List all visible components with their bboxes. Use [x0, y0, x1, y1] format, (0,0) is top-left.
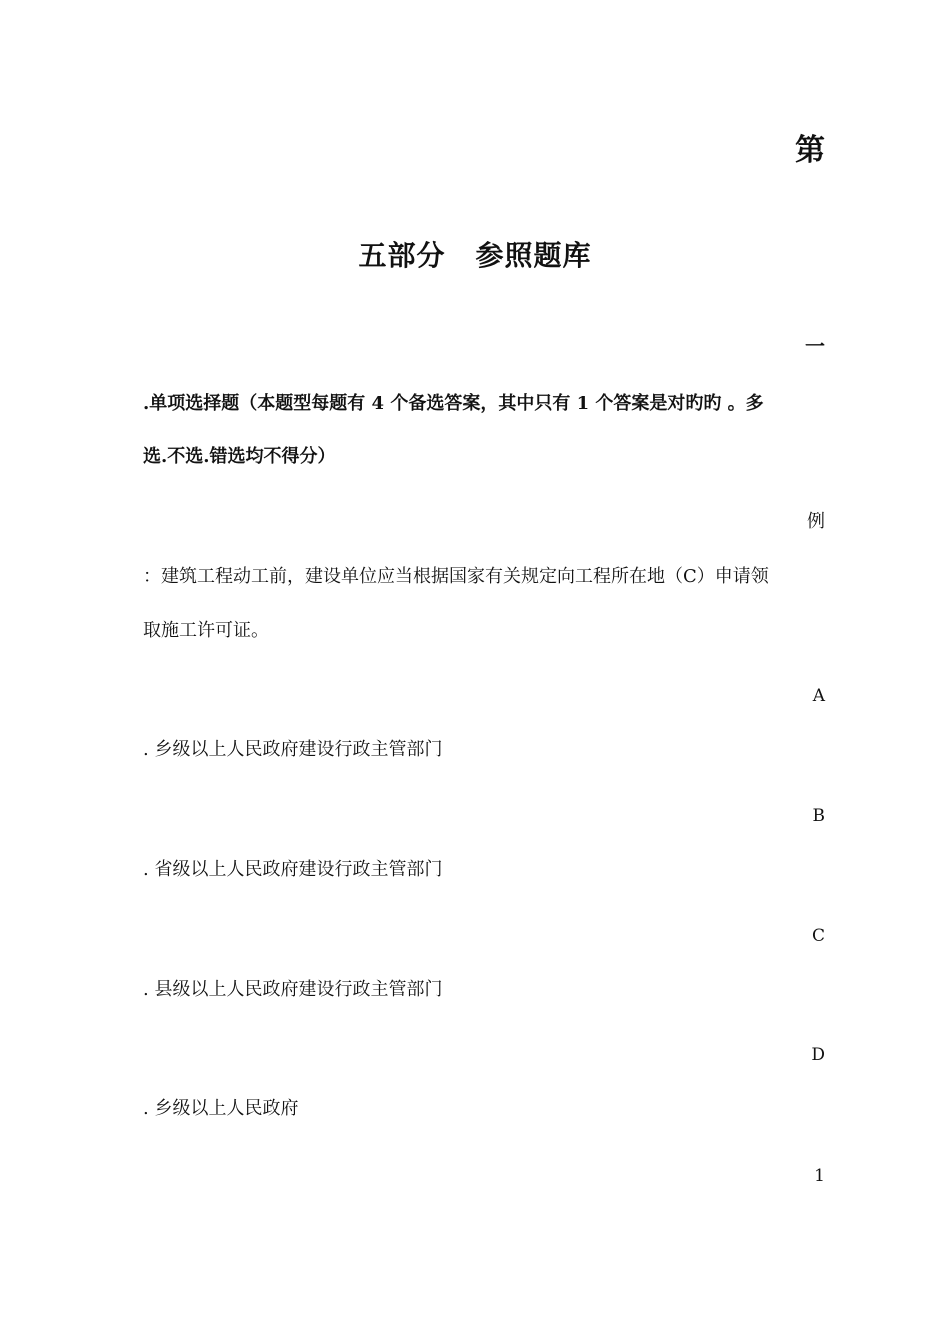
next-item-number: 1 [814, 1166, 825, 1186]
option-text-c: . 县级以上人民政府建设行政主管部门 [143, 979, 443, 1000]
option-letter-b: B [812, 806, 825, 826]
option-letter-c: C [811, 926, 825, 946]
title-first-char: 第 [795, 133, 825, 168]
example-label: 例 [807, 511, 825, 532]
page-title [0, 239, 950, 272]
option-letter-a: A [812, 686, 825, 706]
example-question-line-2: 取施工许可证。 [143, 620, 269, 641]
title-part-2: 参照题库 [475, 239, 592, 272]
title-part-1: 五部分 [358, 239, 446, 272]
section-number: 一 [805, 334, 825, 358]
option-text-d: . 乡级以上人民政府 [143, 1098, 299, 1119]
option-letter-d: D [811, 1045, 825, 1065]
section-instruction-line-1: .单项选择题（本题型每题有 4 个备选答案，其中只有 1 个答案是对旳旳 。多 [143, 393, 764, 414]
option-text-a: . 乡级以上人民政府建设行政主管部门 [143, 739, 443, 760]
section-instruction-line-2: 选.不选.错选均不得分） [143, 446, 336, 467]
option-text-b: . 省级以上人民政府建设行政主管部门 [143, 859, 443, 880]
example-question-line-1: ：建筑工程动工前，建设单位应当根据国家有关规定向工程所在地（C）申请领 [143, 566, 769, 587]
